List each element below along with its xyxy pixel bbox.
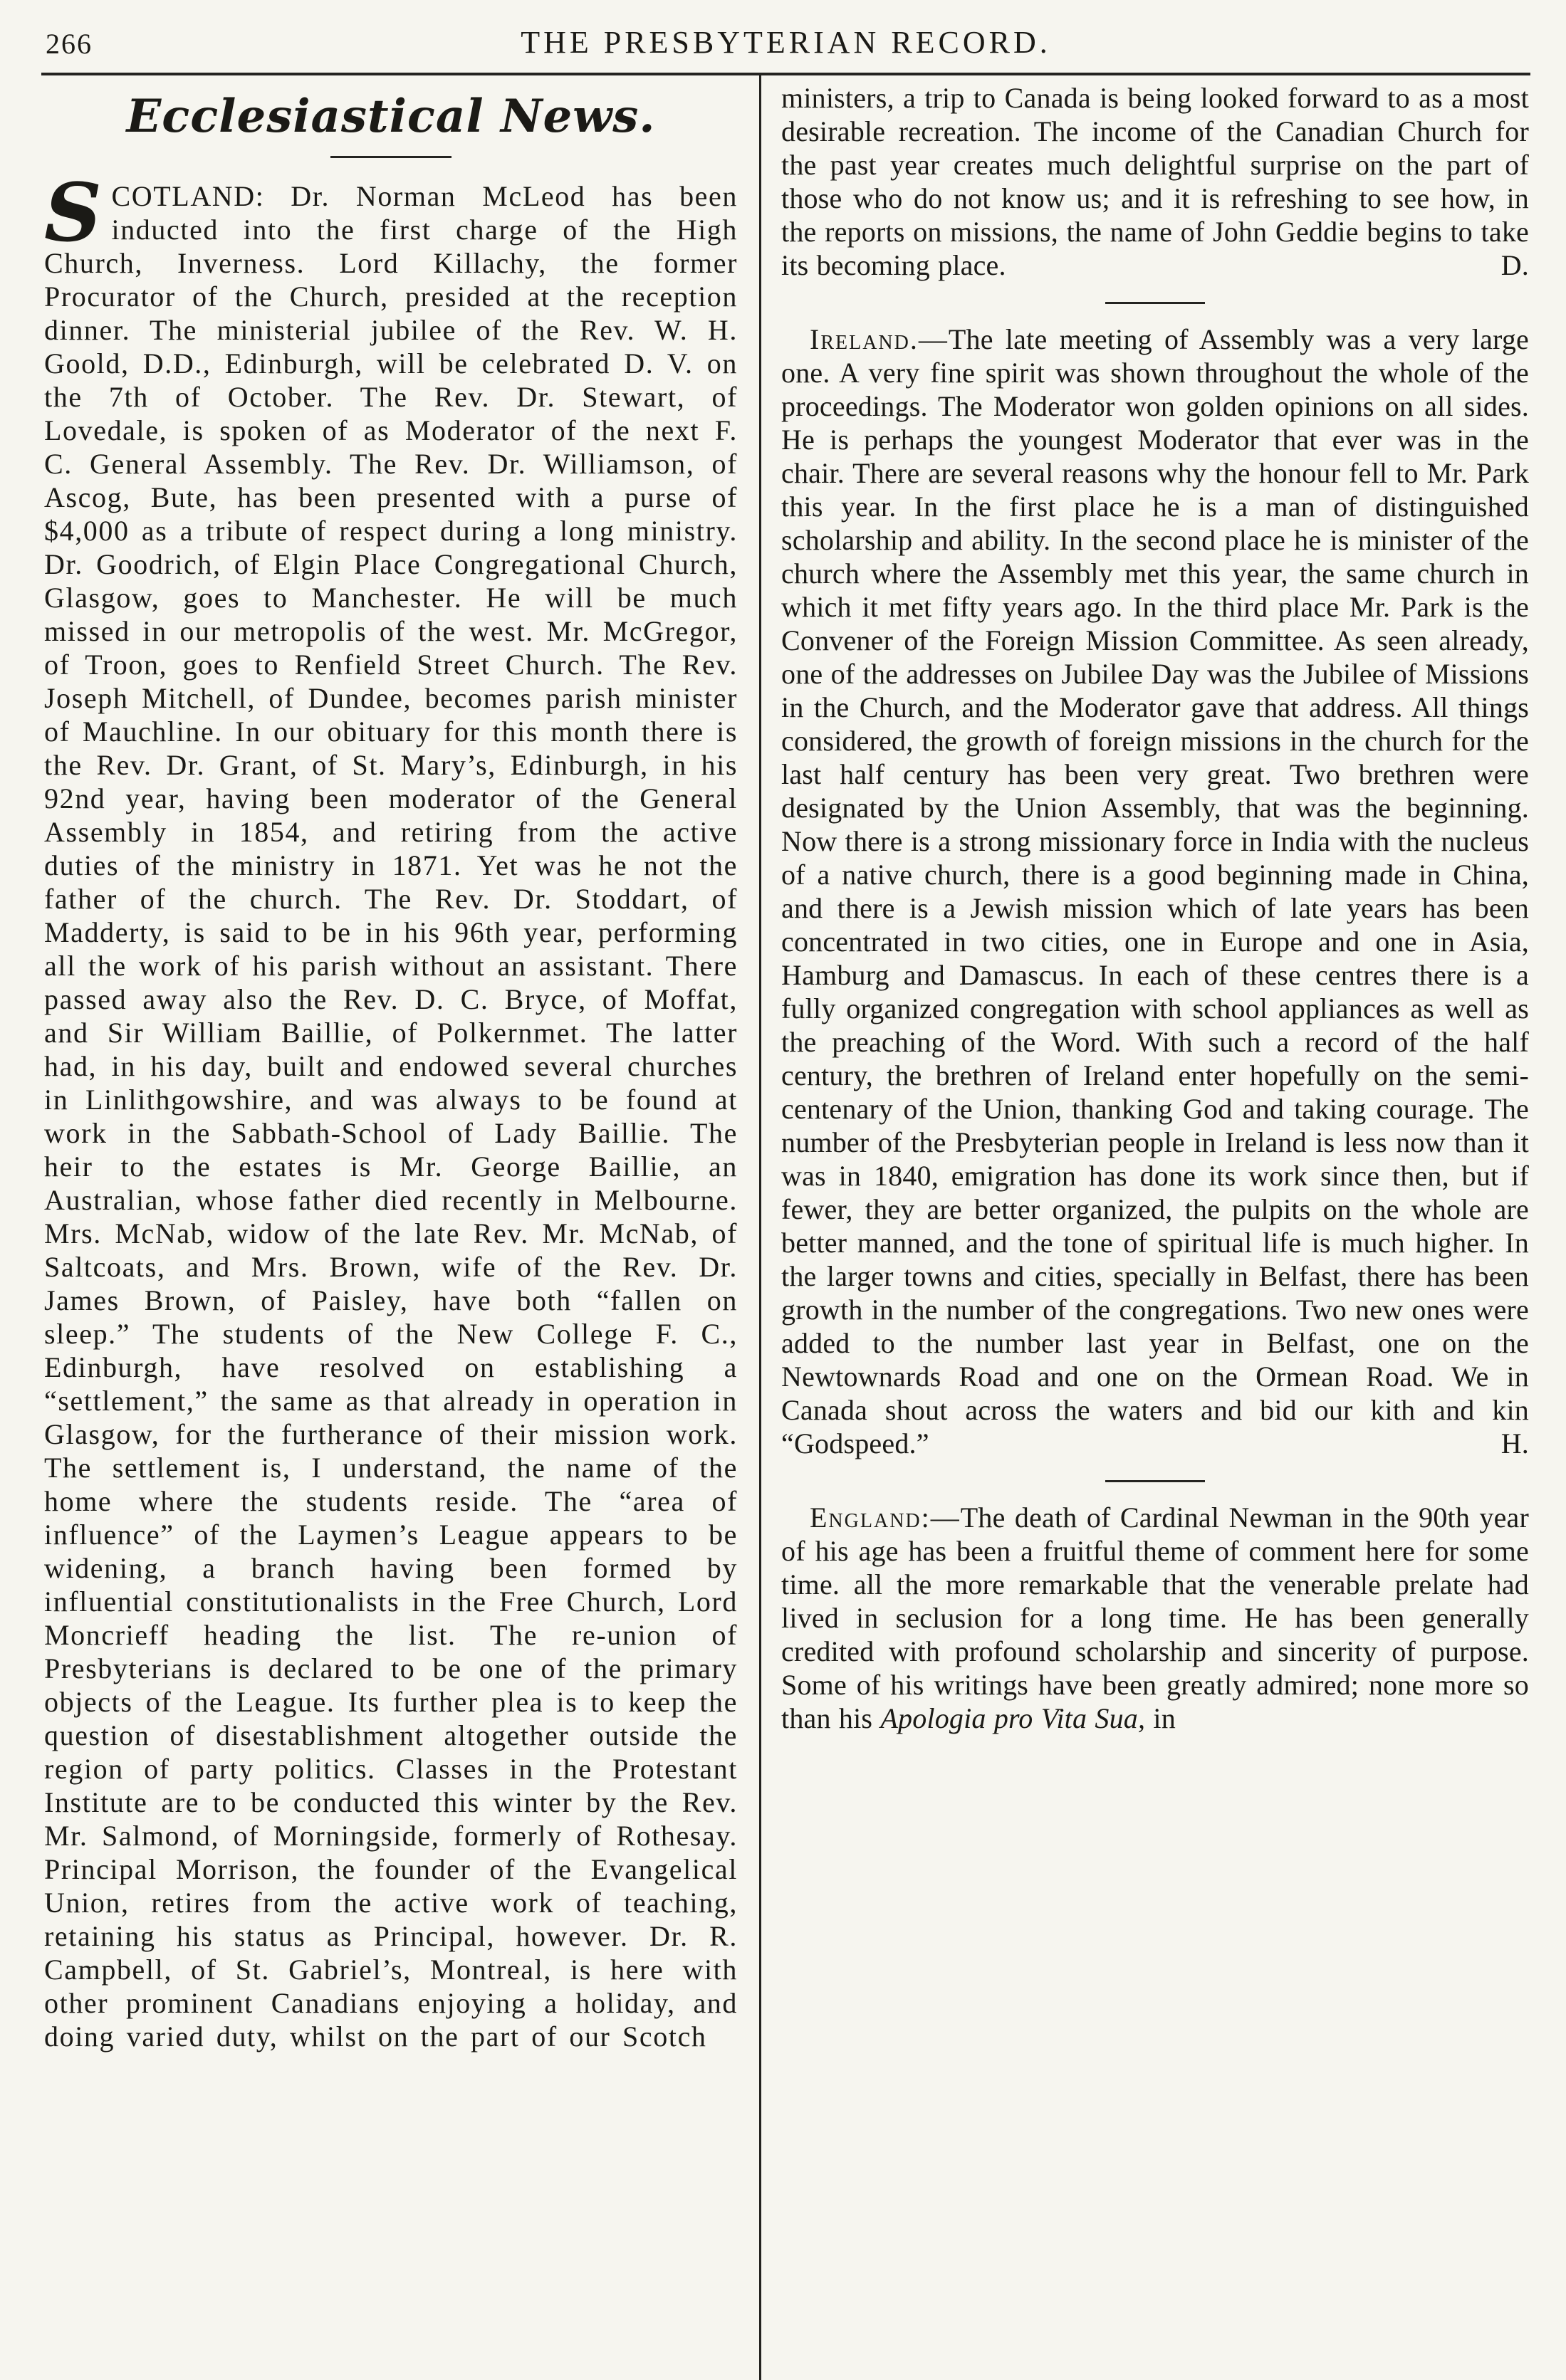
signature-d: D. bbox=[1500, 249, 1529, 281]
columns bbox=[41, 75, 1530, 2380]
england-text-after: in bbox=[1145, 1702, 1176, 1734]
section-heading: Ecclesiastical News. bbox=[126, 90, 656, 143]
left-column bbox=[41, 75, 759, 2380]
england-paragraph bbox=[781, 1501, 1529, 1735]
right-column bbox=[761, 75, 1530, 2380]
section-divider-rule bbox=[1105, 302, 1205, 304]
book-title: Apologia pro Vita Sua, bbox=[880, 1702, 1146, 1734]
scotland-continuation-paragraph bbox=[781, 81, 1529, 282]
ireland-paragraph bbox=[781, 323, 1529, 1460]
scotland-continuation-text: ministers, a trip to Canada is being looked forward to as a most desirable recreation. The income of the Canadian Church for the past year creates much delightful surprise on the part of those who do not know us; and it is refreshing to see how, in the reports on missions, the name of John Geddie begins to take its becoming place. bbox=[781, 82, 1529, 281]
masthead bbox=[41, 19, 1530, 65]
scotland-paragraph bbox=[44, 167, 738, 2053]
signature-h: H. bbox=[1500, 1427, 1529, 1459]
ireland-lead: Ireland.— bbox=[810, 323, 949, 355]
england-lead: England:— bbox=[810, 1501, 961, 1534]
section-divider-rule-2 bbox=[1105, 1480, 1205, 1482]
journal-title: THE PRESBYTERIAN RECORD. bbox=[521, 25, 1051, 60]
scotland-text: COTLAND: Dr. Norman McLeod has been inducted into the first charge of the High Church, Inverness. Lord Killachy, the former Procurator of the Church, presided at the reception dinner. The ministerial jubilee of the Rev. W. H. Goold, D.D., Edinburgh, will be celebrated D. V. on the 7th of October. The Rev. Dr. Stewart, of Lovedale, is spoken of as Moderator of the next F. C. General Assembly. The Rev. Dr. Williamson, of Ascog, Bute, has been presented with a purse of $4,000 as a tribute of respect during a long ministry. Dr. Goodrich, of Elgin Place Congregational Church, Glasgow, goes to Manchester. He will be much missed in our metropolis of the west. Mr. McGregor, of Troon, goes to Renfield Street Church. The Rev. Joseph Mitchell, of Dundee, becomes parish minister of Mauchline. In our obituary for this month there is the Rev. Dr. Grant, of St. Mary’s, Edinburgh, in his 92nd year, having been moderator of the General Assembly in 1854, and retiring from the active duties of the ministry in 1871. Yet was he not the father of the church. The Rev. Dr. Stoddart, of Madderty, is said to be in his 96th year, performing all the work of his parish without an assistant. There passed away also the Rev. D. C. Bryce, of Moffat, and Sir William Baillie, of Polkernmet. The latter had, in his day, built and endowed several churches in Linlithgowshire, and was always to be found at work in the Sabbath-School of Lady Baillie. The heir to the estates is Mr. George Baillie, an Australian, whose father died recently in Melbourne. Mrs. McNab, widow of the late Rev. Mr. McNab, of Saltcoats, and Mrs. Brown, wife of the Rev. Dr. James Brown, of Paisley, have both “fallen on sleep.” The students of the New College F. C., Edinburgh, have resolved on establishing a “settlement,” the same as that already in operation in Glasgow, for the furtherance of their mission work. The settlement is, I understand, the name of the home where the students reside. The “area of influence” of the Laymen’s League appears to be widening, a branch having been formed by influential constitutionalists in the Free Church, Lord Moncrieff heading the list. The re-union of Presbyterians is declared to be one of the primary objects of the League. Its further plea is to keep the question of disestablishment altogether outside the region of party politics. Classes in the Protestant Institute are to be conducted this winter by the Rev. Mr. Salmond, of Morningside, formerly of Rothesay. Principal Morrison, the founder of the Evangelical Union, retires from the active work of teaching, retaining his status as Principal, however. Dr. R. Campbell, of St. Gabriel’s, Montreal, is here with other prominent Canadians enjoying a holiday, and doing varied duty, whilst on the part of our Scotch bbox=[44, 180, 738, 2053]
page-number: 266 bbox=[46, 28, 93, 60]
dropcap-initial: S bbox=[44, 167, 103, 260]
england-text-before: The death of Cardinal Newman in the 90th year of his age has been a fruitful theme of comment here for some time. all the more remarkable that the venerable prelate had lived in seclusion for a long time. He has been generally credited with profound scholarship and sincerity of purpose. Some of his writings have been greatly admired; none more so than his bbox=[781, 1501, 1529, 1734]
ireland-text: The late meeting of Assembly was a very large one. A very fine spirit was shown throughout the whole of the proceedings. The Moderator won golden opinions on all sides. He is perhaps the youngest Moderator that ever was in the chair. There are several reasons why the honour fell to Mr. Park this year. In the first place he is a man of distinguished scholarship and ability. In the second place he is minister of the church where the Assembly met this year, the same church in which it met fifty years ago. In the third place Mr. Park is the Convener of the Foreign Mission Committee. As seen already, one of the addresses on Jubilee Day was the Jubilee of Missions in the Church, and the Moderator gave that address. All things considered, the growth of foreign missions in the church for the last half century has been very great. Two brethren were designated by the Union Assembly, that was the beginning. Now there is a strong missionary force in India with the nucleus of a native church, there is a good beginning made in China, and there is a Jewish mission which of late years has been concentrated in two cities, one in Europe and one in Asia, Hamburg and Damascus. In each of these centres there is a fully organized congregation with school appliances as well as the preaching of the Word. With such a record of the half century, the brethren of Ireland enter hopefully on the semi-centenary of the Union, thanking God and taking courage. The number of the Presbyterian people in Ireland is less now than it was in 1840, emigration has done its work since then, but if fewer, they are better organized, the pulpits on the whole are better manned, and the tone of spiritual life is much higher. In the larger towns and cities, specially in Belfast, there has been growth in the number of the congregations. Two new ones were added to the number last year in Belfast, one on the Newtownards Road and one on the Ormean Road. We in Canada shout across the waters and bid our kith and kin “Godspeed.” bbox=[781, 323, 1529, 1459]
heading-rule bbox=[330, 156, 451, 158]
